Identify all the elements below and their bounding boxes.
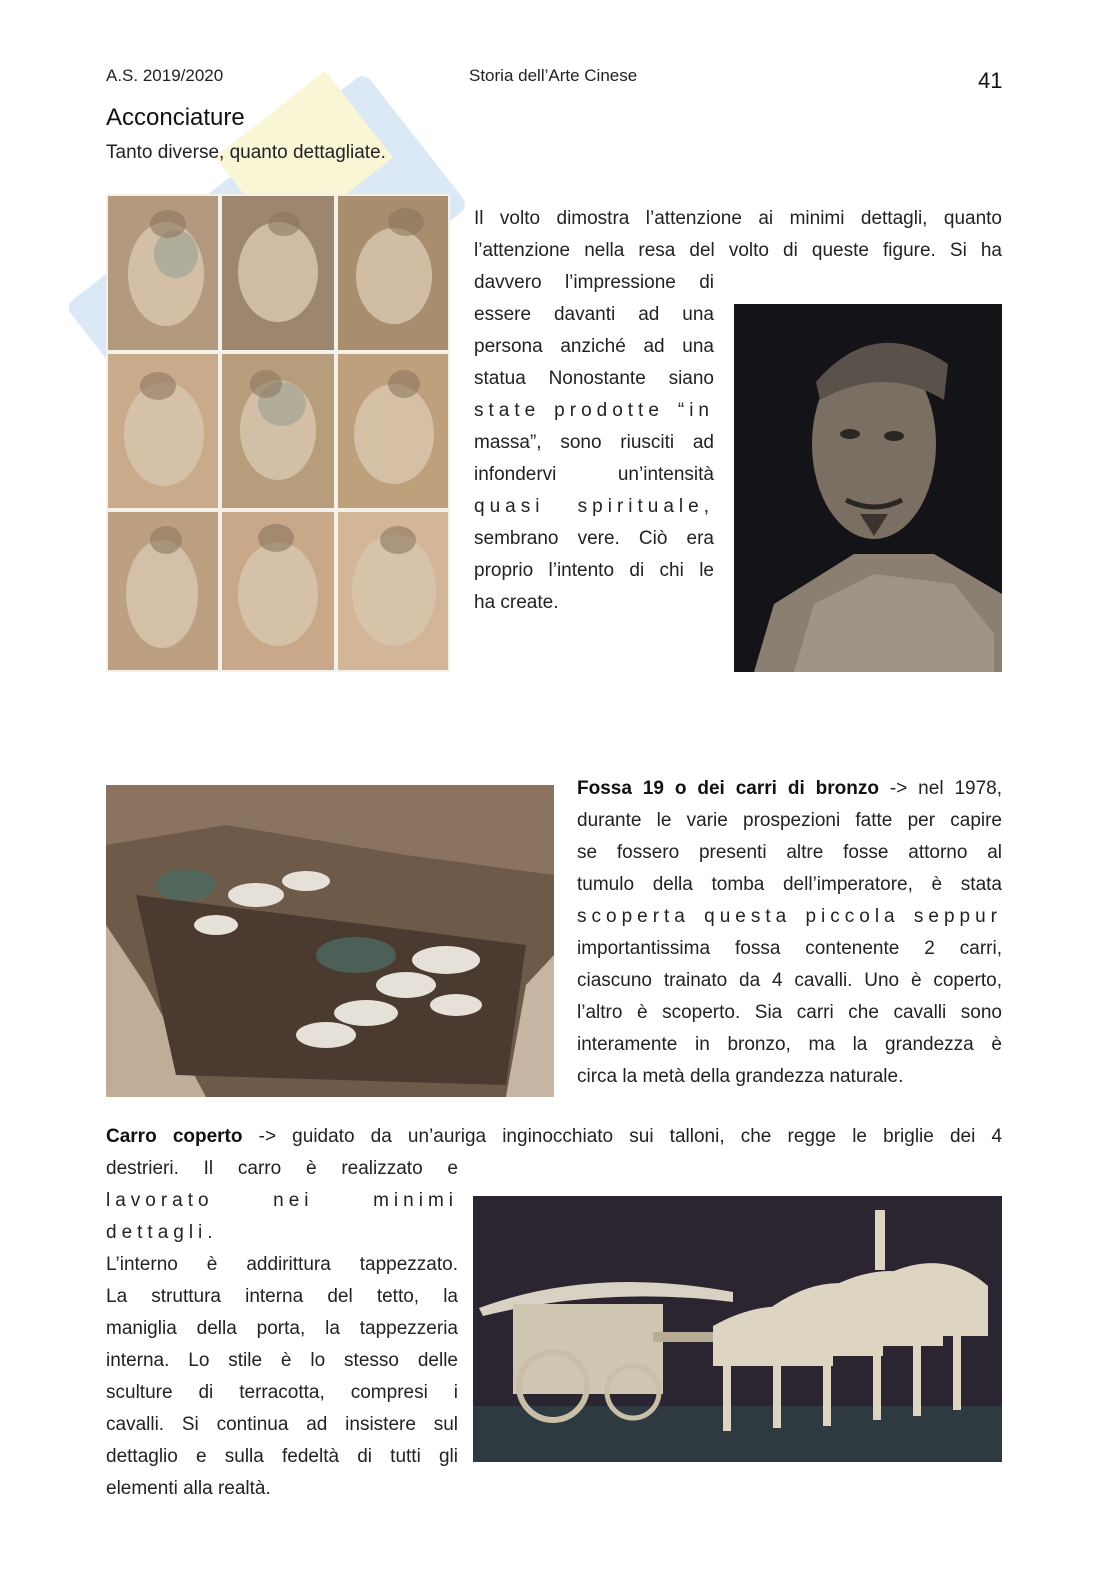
warrior-face-photo [734,304,1002,672]
hairstyles-grid-photo [106,194,450,672]
text-line: state prodotte “in [474,400,714,421]
text-line: circa la metà della grandezza naturale. [577,1066,904,1087]
text-line: l’altro è scoperto. Sia carri che cavalli sono [577,1002,1002,1023]
text-line: interamente in bronzo, ma la grandezza è [577,1034,1002,1055]
text-line: durante le varie prospezioni fatte per capire [577,810,1002,831]
paragraph-volto-continued [474,267,714,619]
text-line: statua Nonostante siano [474,368,714,389]
text-line: davvero l’impressione di [474,272,714,293]
text-line: L’interno è addirittura tappezzato. [106,1254,458,1275]
text-line [577,773,1002,805]
paragraph-fossa-19 [577,773,1002,1093]
fossa-19-heading-rest: -> nel 1978, [878,778,1002,799]
text-line [106,1121,1002,1153]
text-line: dettaglio e sulla fedeltà di tutti gli [106,1446,458,1467]
text-line: sculture di terracotta, compresi i [106,1382,458,1403]
text-line: l’attenzione nella resa del volto di queste figure. Si ha [474,240,1002,261]
page-number: 41 [978,68,1003,93]
text-line: quasi spirituale, [474,496,714,517]
covered-chariot-photo [473,1196,1002,1462]
bronze-chariots-pit-photo [106,785,554,1097]
text-line: tumulo della tomba dell’imperatore, è stata [577,874,1002,895]
header-course-title: Storia dell’Arte Cinese [469,66,638,85]
text-line: se fossero presenti altre fosse attorno al [577,842,1002,863]
text-line: elementi alla realtà. [106,1478,271,1499]
text-line: interna. Lo stile è lo stesso delle [106,1350,458,1371]
text-line: infondervi un’intensità [474,464,714,485]
text-line: massa”, sono riusciti ad [474,432,714,453]
carro-coperto-heading: Carro coperto [106,1126,243,1147]
text-line: scoperta questa piccola seppur [577,906,1002,927]
section-title-acconciature: Acconciature [106,104,245,131]
text-line: importantissima fossa contenente 2 carri, [577,938,1002,959]
text-line: maniglia della porta, la tappezzeria [106,1318,458,1339]
text-line: destrieri. Il carro è realizzato e [106,1158,458,1179]
text-line: cavalli. Si continua ad insistere sul [106,1414,458,1435]
paragraph-carro-coperto [106,1153,458,1505]
text-line: essere davanti ad una [474,304,714,325]
text-line: persona anziché ad una [474,336,714,357]
paragraph-carro-coperto-intro [106,1121,1002,1153]
text-line: ha create. [474,592,559,613]
header-school-year: A.S. 2019/2020 [106,66,224,85]
text-line: proprio l’intento di chi le [474,560,714,581]
text-line: lavorato nei minimi dettagli. [106,1190,458,1243]
section-subtitle: Tanto diverse, quanto dettagliate. [106,142,386,163]
text-line: ciascuno trainato da 4 cavalli. Uno è coperto, [577,970,1002,991]
text-line: sembrano vere. Ciò era [474,528,714,549]
text-line: La struttura interna del tetto, la [106,1286,458,1307]
carro-coperto-heading-rest: -> guidato da un’auriga inginocchiato sui talloni, che regge le briglie dei 4 [242,1126,1003,1147]
text-line: Il volto dimostra l’attenzione ai minimi dettagli, quanto [474,208,1002,229]
paragraph-volto [474,203,1002,267]
fossa-19-heading: Fossa 19 o dei carri di bronzo [577,778,879,799]
